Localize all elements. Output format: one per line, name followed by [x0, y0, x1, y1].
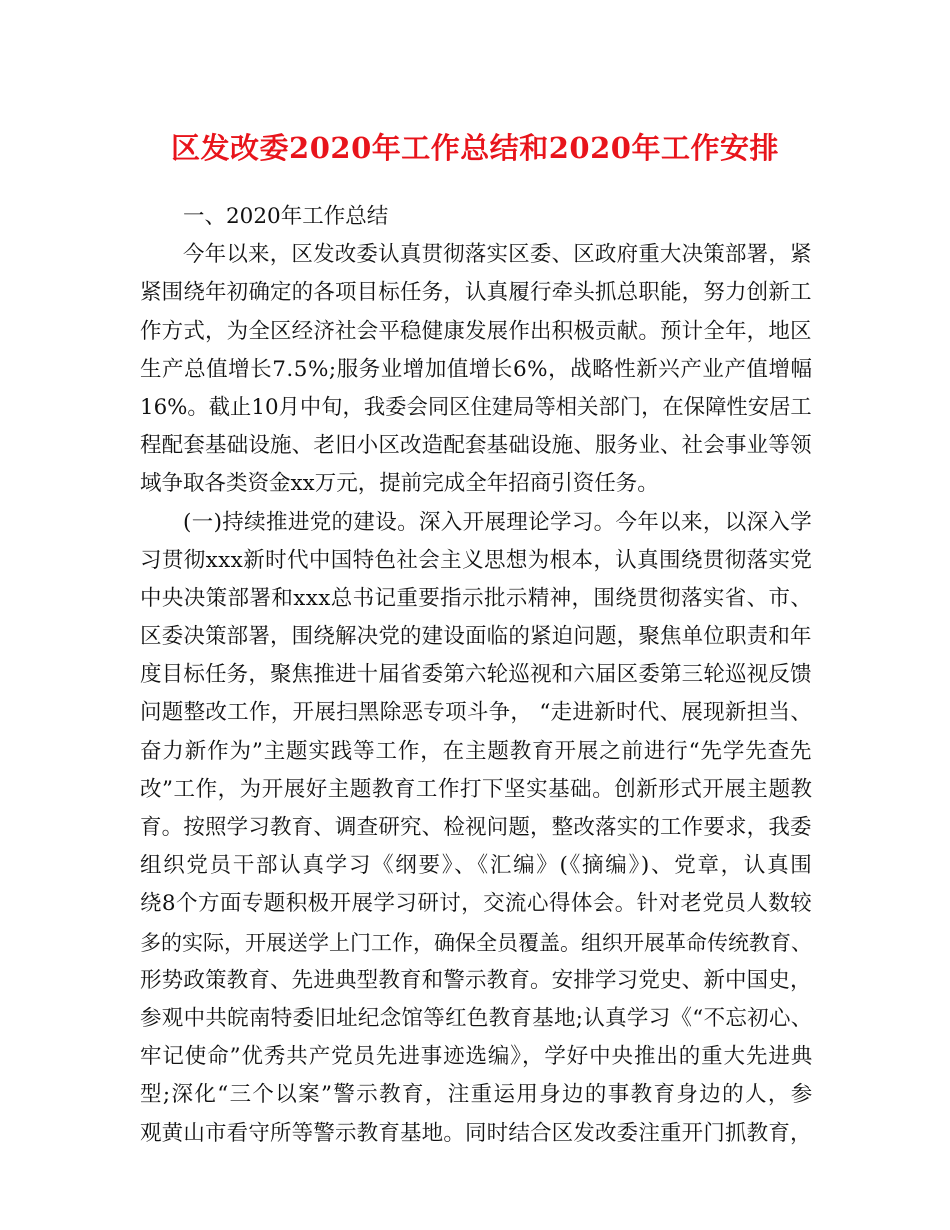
body-text-line: 改”工作，为开展好主题教育工作打下坚实基础。创新形式开展主题教 [140, 776, 813, 802]
body-text-line: 问题整改工作，开展扫黑除恶专项斗争， “走进新时代、展现新担当、 [140, 700, 813, 726]
body-text-line: 奋力新作为”主题实践等工作，在主题教育开展之前进行“先学先查先 [140, 738, 813, 764]
body-text-line: 育。按照学习教育、调查研究、检视问题，整改落实的工作要求，我委 [140, 815, 812, 840]
body-text-line: 多的实际，开展送学上门工作，确保全员覆盖。组织开展革命传统教育、 [140, 930, 812, 955]
body-text-line: 一、2020年工作总结 [183, 204, 389, 229]
body-text-line: 今年以来，区发改委认真贯彻落实区委、区政府重大决策部署，紧 [183, 242, 812, 268]
body-text-line: 观黄山市看守所等警示教育基地。同时结合区发改委注重开门抓教育， [140, 1120, 812, 1146]
body-text-line: 牢记使命”优秀共产党员先进事迹选编》，学好中央推出的重大先进典 [140, 1044, 814, 1070]
body-text-line: 度目标任务，聚焦推进十届省委第六轮巡视和六届区委第三轮巡视反馈 [140, 662, 812, 688]
body-text-line: 生产总值增长7.5%;服务业增加值增长6%，战略性新兴产业产值增幅 [140, 356, 813, 382]
body-text-line: 作方式，为全区经济社会平稳健康发展作出积极贡献。预计全年，地区 [140, 318, 812, 344]
body-text-line: 程配套基础设施、老旧小区改造配套基础设施、服务业、社会事业等领 [140, 433, 812, 459]
body-text-line: 紧围绕年初确定的各项目标任务，认真履行牵头抓总职能，努力创新工 [140, 280, 812, 306]
body-text-line: 域争取各类资金xx万元，提前完成全年招商引资任务。 [140, 471, 659, 497]
body-text-line: (一)持续推进党的建设。深入开展理论学习。今年以来，以深入学 [183, 509, 813, 535]
body-text-line: 区委决策部署，围绕解决党的建设面临的紧迫问题，聚焦单位职责和年 [140, 624, 812, 650]
body-text-line: 绕8个方面专题积极开展学习研讨，交流心得体会。针对老党员人数较 [140, 891, 813, 917]
body-text-line: 型;深化“三个以案”警示教育，注重运用身边的事教育身边的人，参 [140, 1082, 814, 1108]
body-text-line: 中央决策部署和xxx总书记重要指示批示精神，围绕贯彻落实省、市、 [140, 585, 813, 611]
document-body [140, 198, 812, 1153]
body-text-line: 参观中共皖南特委旧址纪念馆等红色教育基地;认真学习《“不忘初心、 [140, 1005, 813, 1031]
body-text-line: 形势政策教育、先进典型教育和警示教育。安排学习党史、新中国史， [140, 967, 812, 993]
document-title: 区发改委2020年工作总结和2020年工作安排 [171, 131, 779, 165]
body-text-line: 习贯彻xxx新时代中国特色社会主义思想为根本，认真围绕贯彻落实党 [140, 547, 813, 573]
body-text-line: 组织党员干部认真学习《纲要》、《汇编》(《摘编》)、党章，认真围 [140, 853, 814, 879]
body-text-line: 16%。截止10月中旬，我委会同区住建局等相关部门，在保障性安居工 [140, 394, 812, 420]
